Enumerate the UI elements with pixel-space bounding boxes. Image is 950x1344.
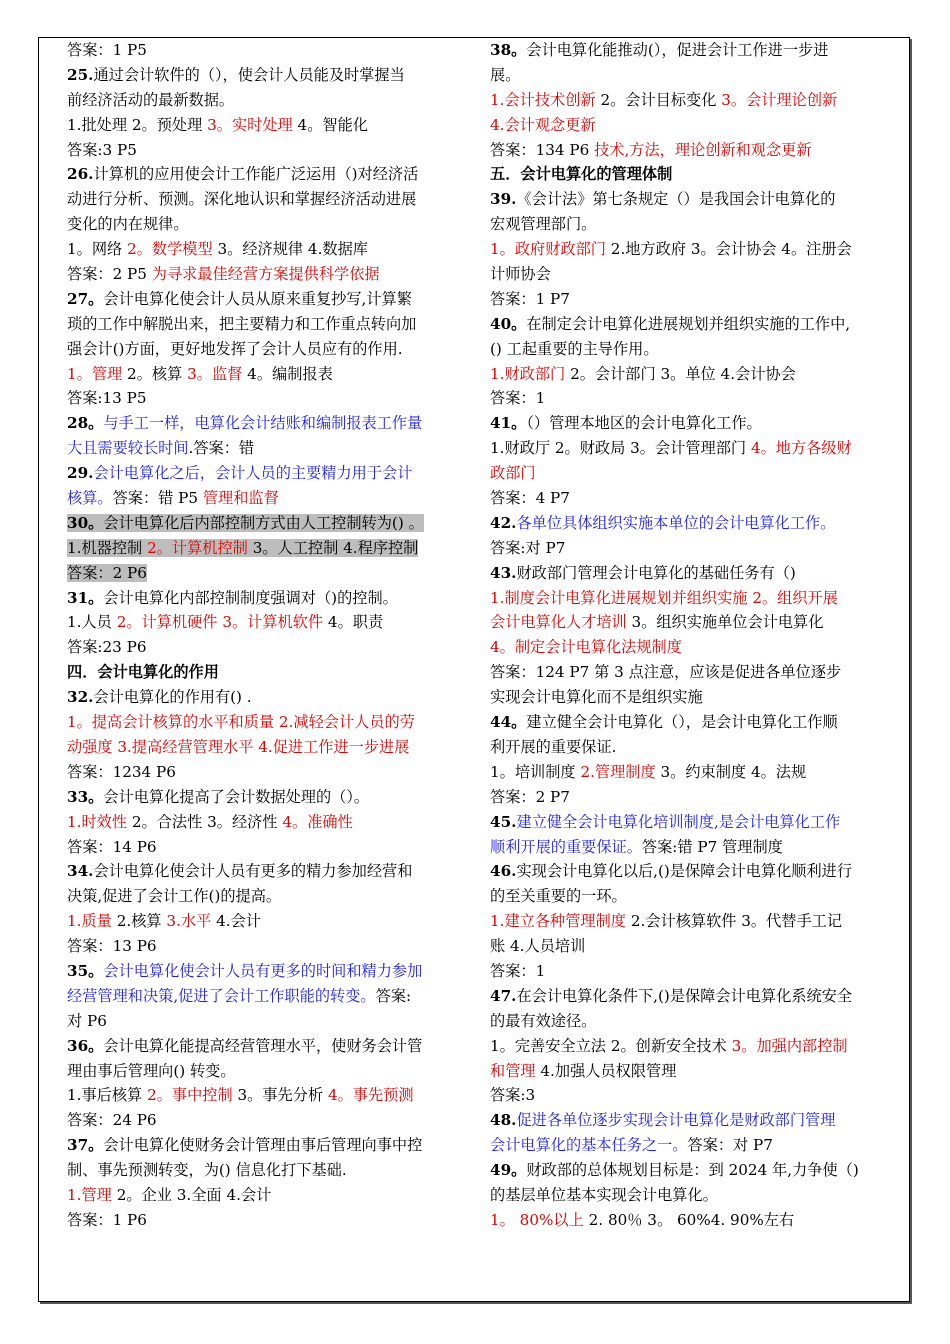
text-run: 账 4.人员培训 [490, 937, 586, 956]
text-run: 27。 [67, 289, 104, 308]
text-run: 答案：14 P6 [67, 837, 157, 856]
text-line [67, 536, 462, 561]
text-run: 41。 [490, 414, 527, 433]
text-run: 1.批处理 2。预处理 [67, 115, 208, 134]
text-run: 实现会计电算化而不是组织实施 [490, 688, 703, 707]
text-run: 答案：1 P5 [67, 41, 147, 59]
text-run: 2。会计部门 3。单位 4.会计协会 [565, 364, 796, 383]
text-run: 3。会计理论创新 [721, 90, 838, 109]
text-line [490, 735, 885, 760]
text-line [490, 685, 885, 710]
text-run: 会计电算化之后，会计人员的主要精力用于会计 [93, 464, 413, 483]
text-line [490, 337, 885, 362]
text-run: 的基层单位基本实现会计电算化。 [490, 1185, 718, 1204]
text-run: 财政部门管理会计电算化的基础任务有（) [516, 563, 796, 582]
text-run: 3。实时处理 [207, 115, 293, 134]
text-run: 2。核算 [122, 364, 188, 383]
text-run: 45. [490, 812, 517, 831]
text-run: 答案：134 P6 [490, 140, 595, 159]
text-line [67, 138, 462, 163]
text-run: 4.会计观念更新 [490, 115, 596, 134]
text-line [490, 536, 885, 561]
text-run: 动进行分析、预测。深化地认识和掌握经济活动进展 [67, 190, 417, 209]
text-run: 会计电算化人才培训 [490, 613, 627, 632]
text-run: 2.地方政府 3。会计协会 4。注册会 [605, 240, 852, 259]
text-line [67, 1183, 462, 1208]
text-run: 答案：24 P6 [67, 1111, 157, 1130]
text-line [490, 362, 885, 387]
text-line [490, 909, 885, 934]
text-line [490, 1158, 885, 1183]
text-run: 制、事先预测转变，为() 信息化打下基础. [67, 1161, 347, 1180]
text-run: 变化的内在规律。 [67, 215, 189, 234]
text-run: 计师协会 [490, 265, 551, 284]
text-line [490, 1059, 885, 1084]
text-run: 与手工一样，电算化会计结账和编制报表工作量 [103, 414, 423, 433]
text-run: 理由事后管理向() 转变。 [67, 1061, 236, 1080]
text-run: 答案：错 P5 [112, 489, 203, 508]
text-run: 强会计()方面，更好地发挥了会计人员应有的作用. [67, 339, 403, 358]
text-run: 答案:3 P5 [67, 140, 137, 159]
text-line [490, 586, 885, 611]
text-run: 40。 [490, 314, 527, 333]
text-line [67, 685, 462, 710]
text-line [67, 1133, 462, 1158]
text-line [67, 561, 462, 586]
text-run: 3。组织实施单位会计电算化 [626, 613, 824, 632]
text-line [490, 187, 885, 212]
text-run: （）管理本地区的会计电算化工作。 [526, 414, 762, 433]
text-run: 会计电算化使会计人员有更多的精力参加经营和 [93, 862, 413, 881]
text-run: 29. [67, 464, 94, 483]
text-run: 答案：2 P6 [67, 563, 147, 582]
text-line [67, 1208, 462, 1233]
text-run: 会计电算化能提高经营管理水平，使财务会计管 [103, 1036, 423, 1055]
text-run: 1。培训制度 [490, 762, 581, 781]
text-line [490, 511, 885, 536]
text-run: 28。 [67, 414, 104, 433]
text-line [490, 1034, 885, 1059]
text-line [67, 909, 462, 934]
text-run: 34. [67, 862, 94, 881]
text-line [490, 411, 885, 436]
text-run: 答案：124 P7 第 3 点注意，应该是促进各单位逐步 [490, 663, 842, 682]
text-line [67, 88, 462, 113]
text-run: 1.时效性 [67, 812, 128, 831]
text-run: 39. [490, 190, 517, 209]
text-run: 1.管理 [67, 1185, 112, 1204]
text-run: 展。 [490, 65, 521, 84]
text-line [490, 610, 885, 635]
text-run: 会计电算化的基本任务之一。 [490, 1136, 688, 1155]
text-run: 答案：1 P6 [67, 1210, 147, 1229]
text-run: 4.会计 [211, 912, 261, 931]
text-run: 2. 80％ 3。 60%4. 90%左右 [583, 1210, 795, 1229]
text-line [67, 835, 462, 860]
text-run: 答案:3 [490, 1086, 536, 1105]
text-line [490, 312, 885, 337]
text-line [67, 785, 462, 810]
text-run: 1.建立各种管理制度 [490, 912, 626, 931]
text-run: 四．会计电算化的作用 [67, 663, 219, 682]
text-run: 答案：1 P7 [490, 289, 570, 308]
text-line [67, 1158, 462, 1183]
text-run: 政部门 [490, 464, 536, 483]
text-run: 3。事先分析 [232, 1086, 328, 1105]
text-line [490, 884, 885, 909]
text-run: 4。地方各级财 [750, 439, 852, 458]
text-run: 管理和监督 [202, 489, 279, 508]
text-line [490, 760, 885, 785]
text-line [67, 237, 462, 262]
text-line [490, 1133, 885, 1158]
text-run: 技术,方法，理论创新和观念更新 [594, 140, 812, 159]
text-line [67, 735, 462, 760]
text-line [67, 660, 462, 685]
text-line [490, 959, 885, 984]
text-run: 答案：1 [490, 389, 546, 408]
text-run: 在制定会计电算化进展规划并组织实施的工作中, [526, 314, 851, 333]
text-line [67, 187, 462, 212]
text-line [490, 486, 885, 511]
text-line [490, 660, 885, 685]
text-line [490, 262, 885, 287]
text-line [490, 810, 885, 835]
text-line [490, 561, 885, 586]
text-line [490, 237, 885, 262]
text-line [67, 934, 462, 959]
text-run: 43. [490, 563, 517, 582]
text-line [67, 710, 462, 735]
text-run: 顺利开展的重要保证。 [490, 837, 642, 856]
text-run: 2。企业 3.全面 4.会计 [111, 1185, 272, 1204]
text-run: 会计电算化使会计人员从原来重复抄写,计算繁 [103, 289, 412, 308]
text-run: 财政部的总体规划目标是：到 2024 年,力争使（) [526, 1161, 859, 1180]
text-run: 1.财政部门 [490, 364, 566, 383]
text-line [67, 386, 462, 411]
text-run: 会计电算化提高了会计数据处理的（）。 [103, 787, 370, 806]
text-run: 大且需要较长时间 [67, 439, 189, 458]
text-line [67, 760, 462, 785]
text-run: 答案：13 P6 [67, 937, 157, 956]
text-run: 2。会计目标变化 [595, 90, 722, 109]
text-run: 为寻求最佳经营方案提供科学依据 [151, 265, 380, 284]
text-line [490, 1009, 885, 1034]
text-run: 会计电算化使会计人员有更多的时间和精力参加 [103, 961, 423, 980]
text-line [67, 63, 462, 88]
text-line [67, 113, 462, 138]
text-line [490, 710, 885, 735]
text-run: 4。智能化 [292, 115, 368, 134]
text-run: 通过会计软件的（），使会计人员能及时掌握当 [93, 65, 405, 84]
text-run: 会计电算化使财务会计管理由事后管理向事中控 [103, 1136, 423, 1155]
text-line [67, 38, 462, 63]
left-column [67, 38, 462, 1233]
text-run: 答案:23 P6 [67, 638, 147, 657]
text-run: 4.加强人员权限管理 [535, 1061, 677, 1080]
text-line [490, 461, 885, 486]
text-line [490, 63, 885, 88]
text-run: 3。监督 [187, 364, 243, 383]
text-line [490, 113, 885, 138]
text-run: 30。 [67, 513, 104, 532]
text-line [490, 138, 885, 163]
text-run: 2。事中控制 [147, 1086, 233, 1105]
text-run: 会计电算化内部控制制度强调对（)的控制。 [103, 588, 398, 607]
text-run: 1.人员 [67, 613, 117, 632]
text-run: 答案：1234 P6 [67, 762, 176, 781]
text-run: 利开展的重要保证. [490, 737, 617, 756]
text-line [67, 212, 462, 237]
text-run: 答案：4 P7 [490, 489, 570, 508]
text-line [67, 586, 462, 611]
text-line [67, 486, 462, 511]
text-line [490, 287, 885, 312]
text-line [490, 859, 885, 884]
text-line [67, 461, 462, 486]
text-run: 3。约束制度 4。法规 [655, 762, 807, 781]
text-run: 经营管理和决策,促进了会计工作职能的转变。 [67, 986, 376, 1005]
text-run: 25. [67, 65, 94, 84]
text-line [67, 411, 462, 436]
text-run: 动强度 3.提高经营管理水平 4.促进工作进一步进展 [67, 737, 410, 756]
text-line [67, 436, 462, 461]
text-line [67, 635, 462, 660]
text-run: 各单位具体组织实施本单位的会计电算化工作。 [516, 513, 836, 532]
text-line [490, 212, 885, 237]
text-run: 答案:错 P7 管理制度 [641, 837, 783, 856]
text-run: 38。 [490, 41, 527, 59]
text-run: 2。合法性 3。经济性 [127, 812, 283, 831]
text-run: 答案：2 P5 [67, 265, 152, 284]
text-line [67, 337, 462, 362]
text-run: 1.事后核算 [67, 1086, 148, 1105]
text-line [67, 287, 462, 312]
text-run: 1。政府财政部门 [490, 240, 606, 259]
text-run: 琐的工作中解脱出来，把主要精力和工作重点转向加 [67, 314, 417, 333]
text-run: 31。 [67, 588, 104, 607]
text-run: 在会计电算化条件下,()是保障会计电算化系统安全 [516, 986, 853, 1005]
text-line [67, 810, 462, 835]
text-run: 的最有效途径。 [490, 1011, 597, 1030]
text-run: 建立健全会计电算化培训制度,是会计电算化工作 [516, 812, 841, 831]
text-run: 核算。 [67, 489, 113, 508]
text-run: 答案:对 P7 [490, 538, 566, 557]
text-run: 1.制度会计电算化进展规划并组织实施 2。组织开展 [490, 588, 838, 607]
text-line [490, 635, 885, 660]
text-run: 的至关重要的一环。 [490, 887, 627, 906]
text-run: 1。管理 [67, 364, 123, 383]
text-line [67, 610, 462, 635]
text-line [490, 934, 885, 959]
text-run: 答案：2 P7 [490, 787, 570, 806]
text-line [67, 312, 462, 337]
text-run: 《会计法》第七条规定（）是我国会计电算化的 [516, 190, 836, 209]
text-run: 33。 [67, 787, 104, 806]
text-run: 答案:13 P5 [67, 389, 147, 408]
text-run: 3。加强内部控制 [731, 1036, 848, 1055]
text-run: 1。网络 [67, 240, 128, 259]
text-run: 37。 [67, 1136, 104, 1155]
text-line [67, 959, 462, 984]
right-column [490, 38, 885, 1233]
text-line [67, 884, 462, 909]
text-line [67, 1083, 462, 1108]
text-run: 4。编制报表 [242, 364, 333, 383]
text-run: 36。 [67, 1036, 104, 1055]
text-run: 实现会计电算化以后,()是保障会计电算化顺利进行 [516, 862, 853, 881]
text-run: 4。准确性 [282, 812, 353, 831]
text-run: 对 P6 [67, 1011, 107, 1030]
text-run: 1.机器控制 [67, 538, 148, 557]
text-run: 建立健全会计电算化（），是会计电算化工作顺 [526, 713, 838, 732]
text-line [490, 88, 885, 113]
text-run: 促进各单位逐步实现会计电算化是财政部门管理 [516, 1111, 836, 1130]
text-run: 2.核算 [111, 912, 167, 931]
text-line [67, 859, 462, 884]
text-run: 49。 [490, 1161, 527, 1180]
text-run: 2。计算机控制 [147, 538, 248, 557]
text-run: 1。 80%以上 [490, 1210, 584, 1229]
text-line [490, 1183, 885, 1208]
text-line [67, 362, 462, 387]
text-line [67, 1009, 462, 1034]
text-run: .答案：错 [188, 439, 255, 458]
text-run: 4。事先预测 [327, 1086, 414, 1105]
text-run: 35。 [67, 961, 104, 980]
text-run: 计算机的应用使会计工作能广泛运用（)对经济活 [93, 165, 419, 184]
text-run: 和管理 [490, 1061, 536, 1080]
text-run: 1.会计技术创新 [490, 90, 596, 109]
text-run: 4。职责 [323, 613, 384, 632]
text-run: 3。人工控制 4.程序控制 [247, 538, 419, 557]
text-line [67, 262, 462, 287]
text-run: 3。经济规律 4.数据库 [212, 240, 368, 259]
text-line [490, 386, 885, 411]
text-run: 会计电算化的作用有() . [93, 688, 252, 707]
text-run: 42. [490, 513, 517, 532]
text-run: 3.水平 [166, 912, 212, 931]
text-line [67, 162, 462, 187]
text-run: 2.管理制度 [580, 762, 656, 781]
text-run: 1.财政厅 2。财政局 3。会计管理部门 [490, 439, 751, 458]
text-line [67, 1059, 462, 1084]
text-run: 2.会计核算软件 3。代替手工记 [626, 912, 843, 931]
text-run: 48. [490, 1111, 517, 1130]
text-line [67, 984, 462, 1009]
text-run: 会计电算化能推动(），促进会计工作进一步进 [526, 41, 829, 59]
text-line [490, 436, 885, 461]
text-run: 决策,促进了会计工作()的提高。 [67, 887, 282, 906]
text-run: 1。完善安全立法 2。创新安全技术 [490, 1036, 732, 1055]
text-run: () 工起重要的主导作用。 [490, 339, 659, 358]
text-line [67, 511, 462, 536]
text-run: 44。 [490, 713, 527, 732]
text-run: 会计电算化后内部控制方式由人工控制转为() 。 [103, 513, 424, 532]
text-line [490, 1108, 885, 1133]
text-line [490, 1083, 885, 1108]
text-run: 32. [67, 688, 94, 707]
text-run: 47. [490, 986, 517, 1005]
text-line [490, 162, 885, 187]
text-line [67, 1108, 462, 1133]
text-run: 答案: [375, 986, 412, 1005]
text-run: 答案：1 [490, 961, 546, 980]
text-run: 2。计算机硬件 3。计算机软件 [116, 613, 324, 632]
text-run: 宏观管理部门。 [490, 215, 597, 234]
text-line [490, 835, 885, 860]
text-line [490, 785, 885, 810]
text-run: 前经济活动的最新数据。 [67, 90, 235, 109]
text-line [67, 1034, 462, 1059]
text-line [490, 1208, 885, 1233]
text-run: 4。制定会计电算化法规制度 [490, 638, 682, 657]
text-run: 五．会计电算化的管理体制 [490, 165, 673, 184]
text-run: 26. [67, 165, 94, 184]
text-run: 2。数学模型 [127, 240, 213, 259]
text-line [490, 38, 885, 63]
text-line [490, 984, 885, 1009]
text-run: 1.质量 [67, 912, 112, 931]
text-run: 1。提高会计核算的水平和质量 2.减轻会计人员的劳 [67, 713, 415, 732]
text-run: 46. [490, 862, 517, 881]
text-run: 答案：对 P7 [687, 1136, 773, 1155]
